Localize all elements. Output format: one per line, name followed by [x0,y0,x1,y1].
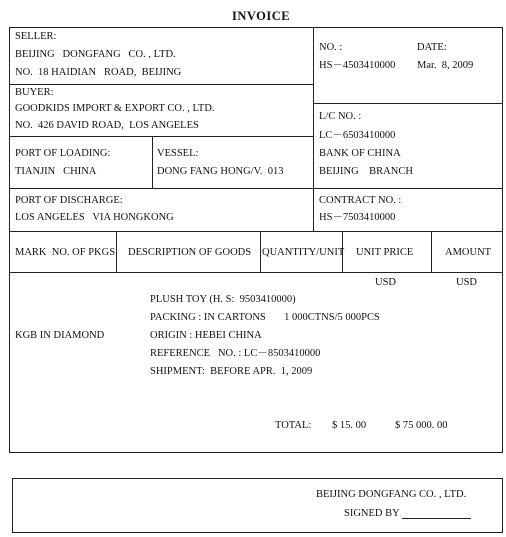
divider-col-1 [116,231,117,272]
divider-loading-vessel [152,136,153,188]
goods-line-5: SHIPMENT: BEFORE APR. 1, 2009 [150,366,313,377]
total-amount: $ 75 000. 00 [395,420,448,431]
col-header-unit-price: UNIT PRICE [356,247,414,258]
signature-line [402,518,471,519]
buyer-label: BUYER: [15,87,54,98]
date-value: Mar. 8, 2009 [417,60,474,71]
port-of-discharge-label: PORT OF DISCHARGE: [15,195,123,206]
col-header-quantity: QUANTITY/UNIT [262,247,345,258]
buyer-address: NO. 426 DAVID ROAD, LOS ANGELES [15,120,199,131]
contract-value: HS－7503410000 [319,212,396,223]
goods-line-1: PLUSH TOY (H. S: 9503410000) [150,294,296,305]
lc-branch: BEIJING BRANCH [319,166,413,177]
signature-box [12,478,503,533]
divider-header-bottom [9,272,503,273]
date-label: DATE: [417,42,447,53]
divider-date-lc [314,103,503,104]
unit-price-currency: USD [375,277,397,288]
invoice-form [9,27,503,453]
seller-address: NO. 18 HAIDIAN ROAD, BEIJING [15,67,182,78]
goods-line-4: REFERENCE NO. : LC－8503410000 [150,348,321,359]
invoice-title: INVOICE [232,9,291,23]
lc-bank: BANK OF CHINA [319,148,401,159]
vessel-value: DONG FANG HONG/V. 013 [157,166,284,177]
shipping-mark: KGB IN DIAMOND [15,330,105,341]
signed-by-label: SIGNED BY [344,508,400,519]
col-header-mark: MARK NO. OF PKGS [15,247,116,258]
divider-seller-buyer [9,84,314,85]
divider-port-discharge [9,188,503,189]
seller-name: BEIJING DONGFANG CO. , LTD. [15,49,176,60]
divider-header-top [9,231,503,232]
port-of-loading-label: PORT OF LOADING: [15,148,111,159]
amount-currency: USD [456,277,478,288]
lc-label: L/C NO. : [319,111,362,122]
port-of-discharge-value: LOS ANGELES VIA HONGKONG [15,212,174,223]
buyer-name: GOODKIDS IMPORT & EXPORT CO. , LTD. [15,103,215,114]
seller-label: SELLER: [15,31,57,42]
lc-value: LC－6503410000 [319,130,396,141]
total-label: TOTAL: [275,420,312,431]
divider-col-4 [431,231,432,272]
divider-col-2 [260,231,261,272]
invoice-no-value: HS－4503410000 [319,60,396,71]
port-of-loading-value: TIANJIN CHINA [15,166,97,177]
col-header-amount: AMOUNT [445,247,492,258]
contract-label: CONTRACT NO. : [319,195,402,206]
vessel-label: VESSEL: [157,148,199,159]
col-header-description: DESCRIPTION OF GOODS [128,247,252,258]
goods-line-3: ORIGIN : HEBEI CHINA [150,330,262,341]
divider-right-column [313,27,314,231]
total-quantity: $ 15. 00 [332,420,367,431]
invoice-no-label: NO. : [319,42,343,53]
goods-line-2: PACKING : IN CARTONS 1 000CTNS/5 000PCS [150,312,380,323]
footer-company: BEIJING DONGFANG CO. , LTD. [316,489,467,500]
divider-buyer-port [9,136,314,137]
